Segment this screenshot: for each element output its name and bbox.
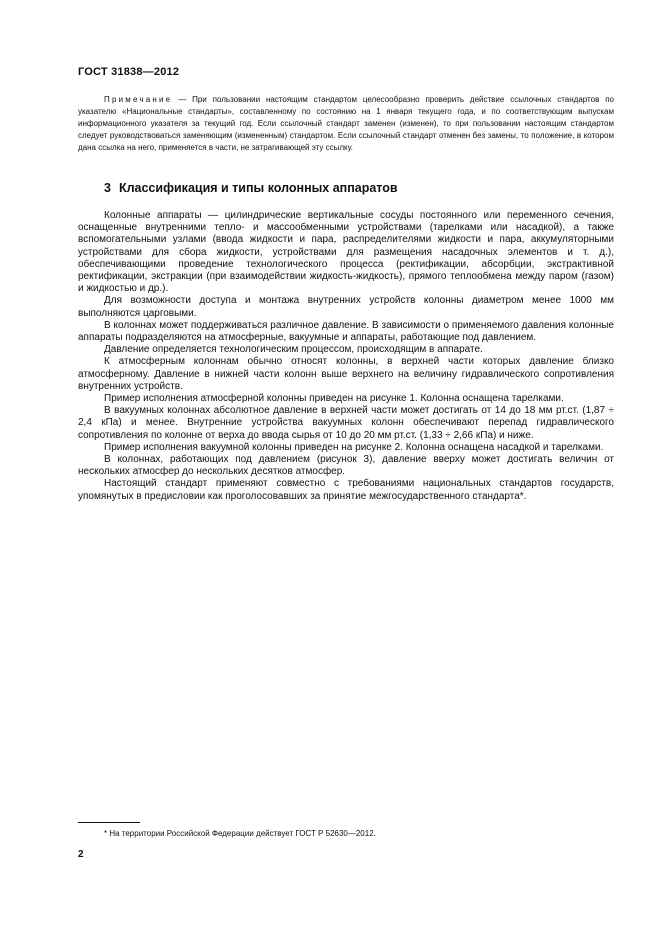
paragraph: В колоннах может поддерживаться различное давление. В зависимости о применяемого давления колонные аппараты подразделяются на атмосферные, вакуумные и аппараты, работающие под давлением. <box>78 319 614 344</box>
note-label: Примечание <box>104 95 173 104</box>
paragraph: Настоящий стандарт применяют совместно с требованиями национальных стандартов государств, упомянутых в предисловии как проголосовавших за принятие межгосударственного стандарта*. <box>78 478 614 502</box>
paragraph: Для возможности доступа и монтажа внутренних устройств колонны диаметром менее 1000 мм выполняются царговыми. <box>78 295 614 319</box>
footnote-divider <box>78 822 140 823</box>
note-paragraph <box>78 94 614 154</box>
paragraph: В вакуумных колоннах абсолютное давление в верхней части может достигать от 14 до 18 мм рт.ст. (1,87 ÷ 2,4 кПа) и менее. Внутренние устройства вакуумных колонн обеспечивают перепад гидравлического сопротивления по колонне от верха до ввода сырья от 10 до 20 мм рт.ст. (1,33 ÷ 2,66 кПа) и ниже. <box>78 405 614 441</box>
page-number: 2 <box>78 849 84 860</box>
section-body <box>78 210 614 503</box>
note-block <box>78 94 614 154</box>
section-number: 3 <box>104 181 111 195</box>
paragraph: Пример исполнения атмосферной колонны приведен на рисунке 1. Колонна оснащена тарелками. <box>104 393 564 405</box>
paragraph: Давление определяется технологическим процессом, происходящим в аппарате. <box>104 344 483 356</box>
document-header: ГОСТ 31838—2012 <box>78 66 180 78</box>
note-text: — При пользовании настоящим стандартом целесообразно проверить действие ссылочных стандартов по указателю «Национальные стандарты», составленному по состоянию на 1 января текущего года, и по соответствующим выпускам информационного указателя за текущий год. Если ссылочный стандарт заменен (изменен), то при пользовании настоящим стандартом следует руководствоваться заменяющим (измененным) стандартом. Если ссылочный стандарт отменен без замены, то положение, в котором дана ссылка на него, применяется в части, не затрагивающей эту ссылку. <box>78 95 614 153</box>
paragraph: Колонные аппараты — цилиндрические вертикальные сосуды постоянного или переменного сечения, оснащенные внутренними тепло- и массообменными устройствами (тарелками или насадкой), а также вспомогательными узлами (ввода жидкости и пара, распределителями жидкости и пара, аккумуляторными устройствами для сбора жидкости, устройствами для размещения насадочных элементов и т. д.), обеспечивающими проведение технологического процесса (ректификации, абсорбции, экстрактивной ректификации, экстракции (при взаимодействии жидкость-жидкость), прямого теплообмена между паром (газом) и жидкостью и др.). <box>78 210 614 295</box>
section-heading <box>104 181 398 195</box>
section-title: Классификация и типы колонных аппаратов <box>118 181 398 195</box>
paragraph: Пример исполнения вакуумной колонны приведен на рисунке 2. Колонна оснащена насадкой и тарелками. <box>104 441 604 453</box>
paragraph: В колоннах, работающих под давлением (рисунок 3), давление вверху может достигать величин от нескольких атмосфер до нескольких десятков атмосфер. <box>78 454 614 478</box>
footnote: * На территории Российской Федерации действует ГОСТ Р 52630—2012. <box>104 829 376 838</box>
paragraph: К атмосферным колоннам обычно относят колонны, в верхней части которых давление близко атмосферному. Давление в нижней части колонн выше верхнего на величину гидравлического сопротивления внутренних устройств. <box>78 356 614 392</box>
